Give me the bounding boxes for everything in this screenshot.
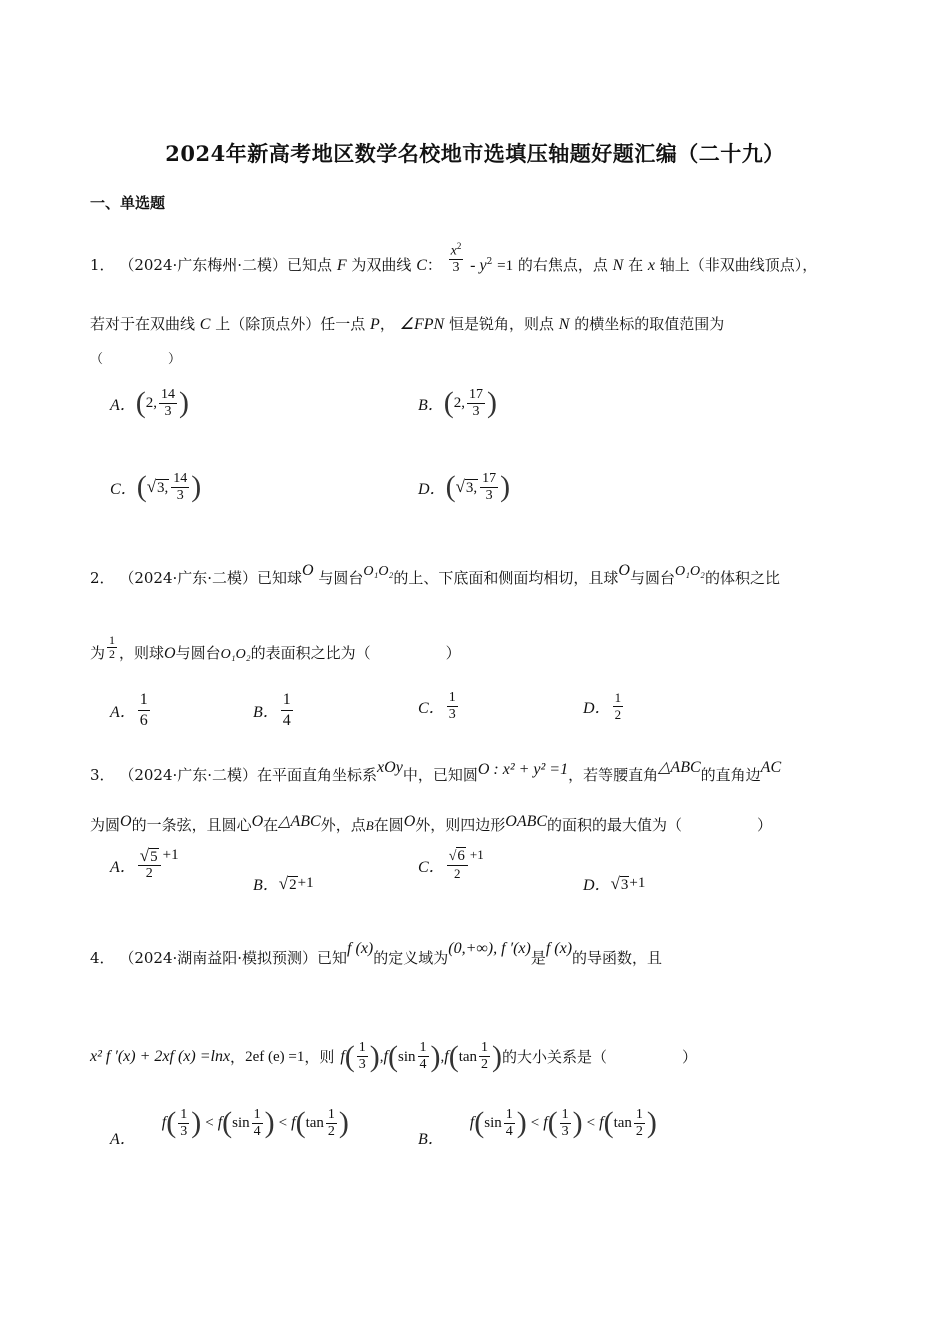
superscript: 2 [486,257,493,267]
numerator: 1 [419,1040,427,1055]
math-symbol: f [217,1114,223,1131]
paren: ( [166,1106,177,1139]
option-d[interactable] [583,690,625,723]
page-title: 2024年新高考地区数学名校地市选填压轴题好题汇编（二十九） [165,141,785,166]
option-c[interactable] [418,848,484,882]
paren: ) [191,1106,202,1139]
paren: ( [445,470,456,503]
paren: ( [136,470,147,503]
paren: ) [191,470,202,503]
question-text: （2024·广东·二模）已知球 [119,569,303,587]
function-name: sin [398,1048,416,1065]
denominator: 3 [180,1123,188,1139]
option-d[interactable] [418,470,510,504]
paren: ( [474,1106,485,1139]
option-value: +1 [297,875,314,891]
option-b[interactable] [418,1106,657,1148]
question-text: 的上、下底面和侧面均相切，且球 [393,569,619,587]
numerator: 1 [448,690,456,705]
denominator: 3 [472,403,480,419]
less-than: < [530,1114,540,1131]
fraction [178,1107,189,1140]
option-c[interactable] [418,690,460,723]
question-text: 为双曲线 [351,256,412,274]
denominator: 2 [481,1057,489,1072]
question-text: 与圆台 [318,569,364,587]
numerator: 1 [481,1040,489,1055]
question-text: 是 [530,949,546,967]
answer-blank: （ ） [90,352,182,367]
question-text: 与圆台 [175,644,221,662]
math-symbol: O [618,562,630,579]
option-label: C． [110,480,137,498]
denominator: 3 [176,487,184,503]
denominator: 2 [109,646,116,661]
sqrt-expression: √3 [610,873,629,893]
question-text: ，若等腰直角 [568,766,659,784]
option-fraction [467,387,485,420]
math-symbol: P [370,316,380,333]
numerator: 1 [635,1106,643,1122]
math-expression: ∠FPN [399,316,445,333]
numerator: 1 [358,1040,366,1055]
numerator: 17 [482,470,497,486]
math-expression: f (x) [347,940,374,957]
math-symbol: f [340,1047,345,1065]
paren: ( [344,1039,355,1073]
math-expression: - y [470,257,487,274]
denominator: 6 [139,712,148,729]
question-text: 的表面积之比为（ ） [250,644,461,662]
superscript: 2 [456,240,462,251]
question-text: 在圆 [373,816,404,834]
comma: ， [230,1047,246,1066]
numerator: 1 [561,1106,569,1122]
option-value: +1 [469,847,484,862]
question-text: 为 [90,644,106,662]
option-fraction [447,690,458,723]
math-symbol: O₁O₂ [363,564,394,579]
math-symbol: O [251,813,264,830]
denominator: 3 [561,1123,569,1139]
radicand: 3, [465,480,478,496]
math-symbol: f [469,1114,475,1131]
numerator: 1 [614,690,622,705]
radicand: 6 [457,848,465,864]
paren: ) [430,1039,441,1073]
math-expression: 2ef (e) =1 [245,1048,305,1065]
math-symbol: OABC [505,813,548,830]
fraction [418,1040,429,1073]
sqrt-expression: √2 [278,873,297,893]
math-expression: x² f ′(x) + 2xf (x) =lnx [90,1047,231,1065]
question-text: 的一条弦，且圆心 [131,816,252,834]
numerator: 1 [281,690,293,711]
option-label: D． [583,877,611,894]
question-text: 的大小关系是（ ） [502,1047,698,1066]
fraction [504,1107,515,1140]
math-symbol: xOy [377,759,403,776]
paren: ) [338,1106,349,1139]
numerator: 1 [253,1106,261,1122]
paren: ( [222,1106,233,1139]
paren: ( [295,1106,306,1139]
question-text: 的横坐标的取值范围为 [574,315,725,333]
denominator: 4 [505,1123,513,1139]
option-label: A． [110,704,136,721]
option-b[interactable] [253,872,314,895]
question-text: 轴上（非双曲线顶点）， [659,256,818,274]
math-symbol: AC [760,759,782,776]
sqrt-expression: √3, [455,477,478,496]
denominator: 3 [452,260,460,276]
denominator: 2 [327,1123,335,1139]
option-fraction [613,690,624,723]
option-d[interactable] [583,872,645,895]
math-symbol: C [416,257,427,274]
option-fraction [447,848,468,882]
fraction [357,1040,368,1073]
fraction [326,1107,337,1140]
question-text: ，则 [304,1047,335,1066]
numerator: 14 [161,386,176,402]
function-name: tan [305,1114,324,1131]
option-label: B． [418,1130,444,1148]
question-2-line-1 [90,562,780,590]
math-expression: O : x² + y² =1 [477,761,569,778]
denominator: 4 [282,712,291,729]
less-than: < [278,1114,288,1131]
paren: ( [448,1039,459,1073]
math-symbol: F [336,257,347,274]
option-value: 2, [453,394,466,411]
less-than: < [586,1114,596,1131]
math-symbol: N [612,257,624,274]
ratio-fraction [107,634,117,661]
question-text: （2024·湖南益阳·模拟预测）已知 [119,949,348,967]
paren: ) [264,1106,275,1139]
less-than: < [205,1114,214,1131]
function-name: sin [232,1114,250,1131]
radicand: 5 [150,849,158,865]
denominator: 3 [358,1057,366,1072]
question-number: 2． [90,569,115,587]
option-c[interactable] [110,470,201,504]
math-symbol: O [120,813,132,830]
option-a[interactable] [110,690,152,731]
question-text: （2024·广东梅州·二模）已知点 [119,256,333,274]
question-text: 的右焦点，点 [517,256,608,274]
paren: ( [443,386,454,419]
function-name: tan [458,1048,478,1065]
paren: ) [487,386,498,419]
option-a[interactable] [110,848,179,882]
math-symbol: O₁O₂ [674,564,705,579]
math-symbol: f [383,1047,388,1065]
option-a[interactable] [110,1106,349,1148]
question-1-line-2 [90,314,724,335]
question-text: 在 [628,256,644,274]
sqrt-expression: √6 [447,848,468,866]
function-name: tan [613,1114,632,1131]
option-label: B． [253,877,279,894]
math-symbol: x [647,257,656,274]
math-symbol: O [164,645,176,662]
colon: ： [426,256,442,274]
option-label: B． [253,704,279,721]
question-text: 的定义域为 [373,949,449,967]
denominator: 2 [454,866,461,881]
question-2-line-2 [90,632,461,665]
option-value: +1 [629,875,646,891]
option-value: +1 [162,846,179,863]
numerator: 17 [469,386,484,402]
denominator: 2 [614,707,622,722]
sqrt-expression: √3, [146,477,169,496]
numerator: 1 [505,1106,513,1122]
question-text: 的面积的最大值为（ ） [547,816,773,834]
question-text: 外，则四边形 [415,816,506,834]
math-symbol: N [558,316,570,333]
option-label: C． [418,700,445,717]
paren: ) [179,386,190,419]
math-symbol: O₁O₂ [220,647,251,662]
math-symbol: △ABC [658,759,701,776]
option-b[interactable] [253,690,295,731]
question-text: 与圆台 [629,569,675,587]
option-label: A． [110,396,136,414]
fraction [252,1107,263,1140]
question-text: 外，点 [320,816,366,834]
numerator: 1 [109,632,116,647]
math-symbol: f [444,1047,449,1065]
option-label: A． [110,858,136,876]
paren: ( [547,1106,558,1139]
radicand: 3, [157,480,169,496]
option-value: 2, [145,394,158,411]
math-symbol: f [599,1114,604,1131]
math-expression: f (x) [545,940,573,957]
option-fraction [171,471,189,504]
option-fraction [480,471,498,504]
paren: ) [500,470,511,503]
denominator: 4 [419,1057,427,1072]
denominator: 4 [253,1123,261,1139]
math-symbol: O [403,813,416,830]
numerator: 1 [138,690,150,711]
option-fraction [159,387,177,420]
math-expression: =1 [497,258,514,274]
question-text: 的直角边 [700,766,761,784]
option-label: D． [418,480,446,498]
comma: ， [379,315,395,333]
question-1-line-1 [90,240,818,276]
numerator: 1 [327,1106,335,1122]
function-name: sin [484,1114,502,1131]
question-text: 若对于在双曲线 [90,315,196,333]
option-fraction [138,690,150,731]
question-3-line-1 [90,759,782,786]
question-4-line-1 [90,940,663,969]
paren: ( [388,1039,398,1073]
question-text: 上（除顶点外）任一点 [215,315,366,333]
denominator: 3 [164,403,172,419]
fraction [560,1107,571,1140]
denominator: 3 [485,487,493,503]
option-label: A． [110,1130,136,1148]
sqrt-expression: √5 [138,848,161,866]
question-text: 的导函数，且 [572,949,663,967]
option-fraction [138,848,161,882]
question-4-line-2: x² f ′(x) + 2xf (x) =lnx ， 2ef (e) =1 ，则 f ( $\frac{1}{3}$ ) , f ( sin $\frac{1}{4}$ ) , f ( tan $\frac{1}{2}$ ) 的大小关系是（ ） [90,1039,698,1073]
paren: ) [646,1106,657,1139]
math-symbol: C [199,316,211,333]
question-number: 1． [90,256,115,274]
question-text: （2024·广东·二模）在平面直角坐标系 [119,766,378,784]
fraction [634,1107,645,1140]
paren: ) [492,1039,503,1073]
option-fraction [281,690,293,731]
option-label: C． [418,858,445,876]
denominator: 2 [145,866,153,881]
radicand: 3 [620,876,629,893]
paren: ( [135,386,146,419]
math-symbol: f [291,1114,296,1131]
paren: ) [369,1039,380,1073]
denominator: 2 [635,1123,643,1139]
paren: ( [603,1106,614,1139]
question-3-line-2 [90,815,772,836]
question-text: 中，已知圆 [402,766,478,784]
paren: ) [572,1106,583,1139]
numerator: 14 [173,470,188,486]
fraction [479,1040,490,1073]
question-number: 3． [90,766,115,784]
question-text: ，则球 [119,644,165,662]
math-expression: (0,+∞), f ′(x) [448,940,531,957]
option-a[interactable] [110,386,189,420]
question-text: 在 [263,816,279,834]
question-text: 的体积之比 [704,569,780,587]
math-symbol: f [543,1114,548,1131]
numerator: 1 [180,1106,188,1122]
numerator: x [450,243,457,259]
hyperbola-fraction [449,238,464,277]
math-symbol: f [161,1114,167,1131]
math-symbol: O [302,562,314,579]
option-b[interactable] [418,386,497,420]
radicand: 2 [289,876,297,893]
question-text: 恒是锐角，则点 [448,315,554,333]
question-number: 4． [90,949,115,967]
denominator: 3 [448,707,456,722]
question-text: 为圆 [90,816,121,834]
paren: ) [516,1106,527,1139]
math-symbol: △ABC [278,813,321,830]
option-label: B． [418,396,444,414]
math-symbol: B [365,818,374,833]
option-label: D． [583,700,611,717]
section-heading: 一、单选题 [90,194,166,212]
